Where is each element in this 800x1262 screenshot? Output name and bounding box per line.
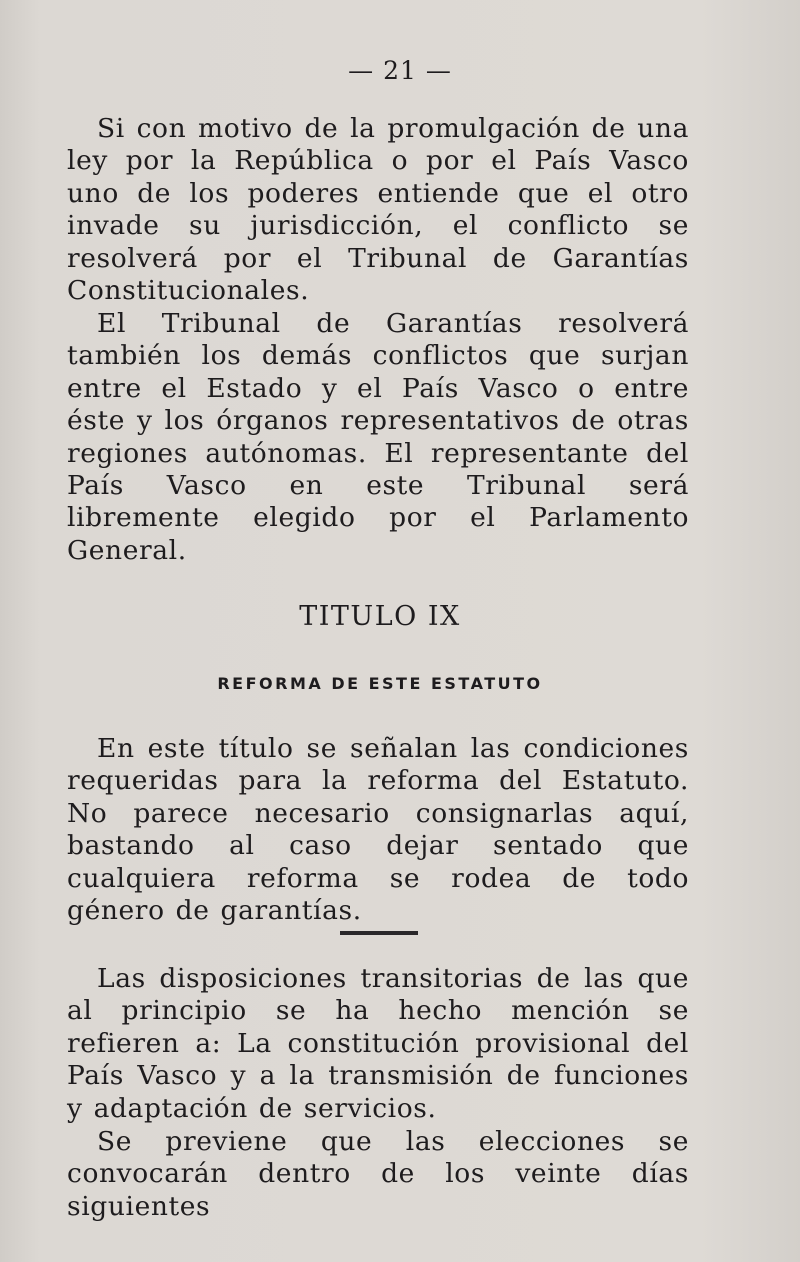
section-divider [340,931,418,935]
paragraph-reform-conditions: En este título se señalan las condiciones requeridas para la reforma del Estatuto. No parece necesario consignarlas aquí, bastando al caso dejar sentado que cualquiera reforma se rodea de todo género de garantías. [67,733,689,927]
paragraph-tribunal-resolve: El Tribunal de Garantías resolverá también los demás conflictos que surjan entre el Estado y el País Vasco o entre éste y los órganos representativos de otras regiones autónomas. El representante del País Vasco en este Tribunal será libremente elegido por el Parlamento General. [67,308,689,566]
paragraph-tribunal-conflict: Si con motivo de la promulgación de una ley por la República o por el País Vasco uno de los poderes entiende que el otro invade su jurisdicción, el conflicto se resolverá por el Tribunal de Garantías Constitucionales. [67,113,689,307]
paragraph-elections: Se previene que las elecciones se convocarán dentro de los veinte días siguientes [67,1126,689,1222]
page-number: — 21 — [348,56,452,85]
section-subtitle: REFORMA DE ESTE ESTATUTO [217,674,543,693]
section-title: TITULO IX [299,601,461,632]
paragraph-transitional-provisions: Las disposiciones transitorias de las que al principio se ha hecho mención se refieren a: La constitución provisional del País Vasco y a la transmisión de funciones y adaptación de servicios. [67,963,689,1124]
